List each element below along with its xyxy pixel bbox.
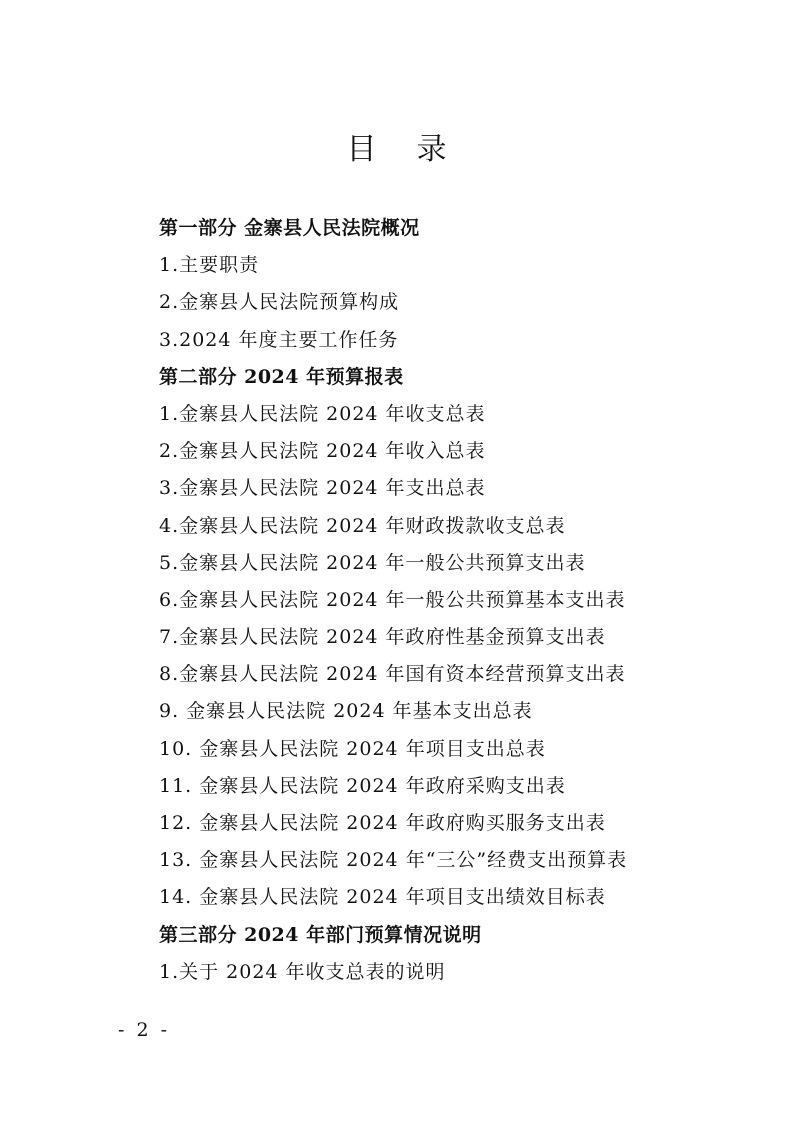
toc-item[interactable]: 1.金寨县人民法院 2024 年收支总表 <box>159 402 486 425</box>
toc-item[interactable]: 4.金寨县人民法院 2024 年财政拨款收支总表 <box>159 514 566 537</box>
toc-item[interactable]: 6.金寨县人民法院 2024 年一般公共预算基本支出表 <box>159 588 626 611</box>
page-title: 目录 <box>346 132 487 167</box>
toc-item[interactable]: 10. 金寨县人民法院 2024 年项目支出总表 <box>159 737 546 760</box>
toc-item[interactable]: 1.关于 2024 年收支总表的说明 <box>159 960 446 983</box>
toc-section-heading[interactable]: 第三部分 2024 年部门预算情况说明 <box>159 923 482 946</box>
toc-item[interactable]: 8.金寨县人民法院 2024 年国有资本经营预算支出表 <box>159 663 626 686</box>
toc-item[interactable]: 5.金寨县人民法院 2024 年一般公共预算支出表 <box>159 551 586 574</box>
toc-item[interactable]: 1.主要职责 <box>159 254 260 277</box>
toc-item[interactable]: 3.2024 年度主要工作任务 <box>159 328 399 351</box>
toc-item[interactable]: 12. 金寨县人民法院 2024 年政府购买服务支出表 <box>159 812 606 834</box>
toc-item[interactable]: 2.金寨县人民法院预算构成 <box>159 291 400 314</box>
table-of-contents <box>159 210 719 991</box>
toc-section-heading[interactable]: 第一部分 金寨县人民法院概况 <box>159 217 420 239</box>
toc-item[interactable]: 9. 金寨县人民法院 2024 年基本支出总表 <box>159 700 533 723</box>
toc-item[interactable]: 7.金寨县人民法院 2024 年政府性基金预算支出表 <box>159 626 606 649</box>
toc-item[interactable]: 13. 金寨县人民法院 2024 年“三公”经费支出预算表 <box>159 849 628 872</box>
toc-item[interactable]: 3.金寨县人民法院 2024 年支出总表 <box>159 477 486 500</box>
toc-item[interactable]: 14. 金寨县人民法院 2024 年项目支出绩效目标表 <box>159 886 606 909</box>
toc-section-heading[interactable]: 第二部分 2024 年预算报表 <box>159 365 404 388</box>
page-number: - 2 - <box>118 1019 171 1041</box>
toc-item[interactable]: 11. 金寨县人民法院 2024 年政府采购支出表 <box>159 774 566 797</box>
toc-item[interactable]: 2.金寨县人民法院 2024 年收入总表 <box>159 440 486 463</box>
